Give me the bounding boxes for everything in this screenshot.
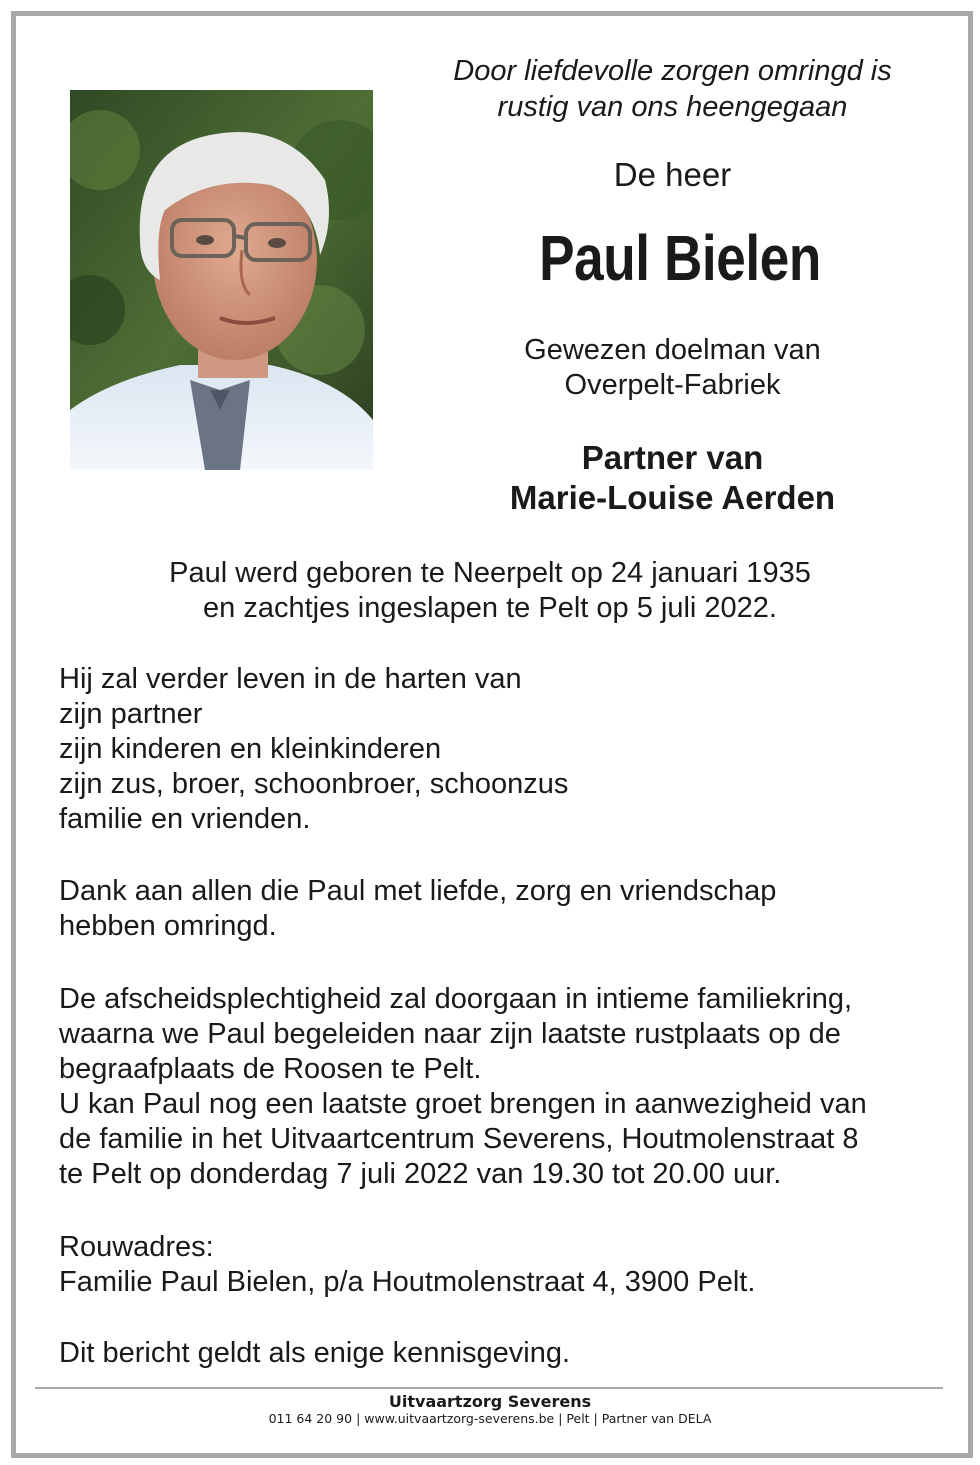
birth-death-text: Paul werd geboren te Neerpelt op 24 januari 1935 en zachtjes ingeslapen te Pelt op 5 juli 2022. [169,557,811,624]
intro-text: Door liefdevolle zorgen omringd is rustig van ons heengegaan [453,55,892,123]
survivors-paragraph: Hij zal verder leven in de harten van zijn partner zijn kinderen en kleinkinderen zijn zus, broer, schoonbroer, schoonzus familie en vrienden. [59,663,569,835]
partner-text: Partner van Marie-Louise Aerden [509,439,836,516]
notice-text: Dit bericht geldt als enige kennisgeving. [59,1337,571,1369]
ceremony-paragraph: De afscheidsplechtigheid zal doorgaan in intieme familiekring, waarna we Paul begeleiden naar zijn laatste rustplaats op de begraafplaats de Roosen te Pelt. U kan Paul nog een laatste groet brengen in aanwezigheid van de familie in het Uitvaartcentrum Severens, Houtmolenstraat 8 te Pelt op donderdag 7 juli 2022 van 19.30 tot 20.00 uur. [59,983,867,1190]
portrait-photo [70,90,373,470]
footer-contact-info: 011 64 20 90 | www.uitvaartzorg-severens.be | Pelt | Partner van DELA [268,1411,712,1426]
thanks-paragraph: Dank aan allen die Paul met liefde, zorg en vriendschap hebben omringd. [59,875,777,942]
footer-company: Uitvaartzorg Severens [388,1392,592,1411]
role-text: Gewezen doelman van Overpelt-Fabriek [524,334,821,401]
salutation: De heer [613,156,732,193]
address-paragraph: Rouwadres: Familie Paul Bielen, p/a Houtmolenstraat 4, 3900 Pelt. [59,1231,756,1298]
deceased-name: Paul Bielen [539,222,821,294]
footer-divider [35,1387,943,1389]
